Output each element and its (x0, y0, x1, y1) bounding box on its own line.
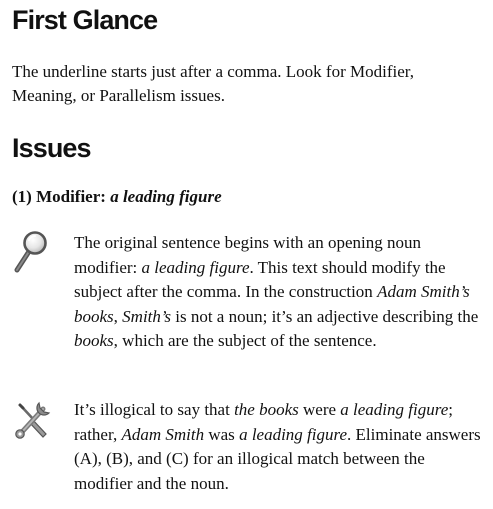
issue-1-heading (12, 185, 222, 209)
first-glance-heading: First Glance (12, 5, 158, 35)
magnifying-glass-icon (12, 230, 52, 274)
first-glance-text: The underline starts just after a comma. Look for Modifier, Meaning, or Parallelism issues. (12, 62, 414, 105)
wrench-screwdriver-icon (12, 399, 52, 443)
issue-1-elimination: It’s illogical to say that the books were a leading figure; rather, Adam Smith was a leading figure. Eliminate answers (A), (B), and (C) for an illogical match between the modifier and the noun. (74, 400, 481, 493)
issue-1-number: (1) (12, 187, 32, 206)
issue-1-explanation: The original sentence begins with an opening noun modifier: a leading figure. This text should modify the subject after the comma. In the construction Adam Smith’s books, Smith’s is not a noun; it’s an adjective describing the books, which are the subject of the sentence. (74, 233, 479, 351)
issue-1-phrase: a leading figure (110, 187, 222, 206)
issue-1-label: Modifier: (36, 187, 106, 206)
issues-heading: Issues (12, 133, 91, 163)
